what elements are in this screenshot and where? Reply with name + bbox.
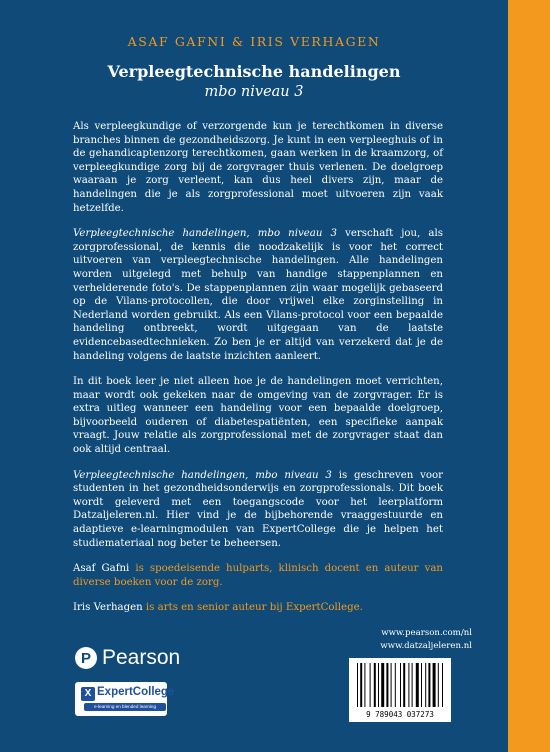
book-title: Verpleegtechnische handelingen [107,62,401,81]
authors-heading: ASAF GAFNI & IRIS VERHAGEN [127,34,381,49]
paragraph-environment: In dit boek leer je niet alleen hoe je de handelingen moet verrichten, maar wordt ook gekeken naar de omgeving van de zorgvrager. Er is extra uitleg wanneer een handeling voor een bepaalde doelgroep, bijvoorbeeld ouderen of diabetespatiënten, een specifieke aanpak vraagt. Jouw relatie als zorgprofessional met de zorgvrager staat dan ook altijd centraal. [73,376,443,456]
pearson-url: www.pearson.com/nl [381,628,472,638]
paragraph-purpose-title: Verpleegtechnische handelingen, mbo niveau 3 [73,228,337,240]
author-bio-gafni [73,562,443,589]
expertcollege-logo [75,682,175,716]
paragraph-purpose-text: verschaft jou, als zorgprofessional, de kennis die noodzakelijk is voor het correct uitvoeren van verpleegtechnische handelingen. Alle handelingen worden uitgelegd met behulp van handige stappenplannen en verhelderende foto's. De stappenplannen zijn waar mogelijk gebaseerd op de Vilans-protocollen, die door vrijwel elke zorginstelling in Nederland worden gebruikt. Als een Vilans-protocol voor een bepaalde handeling ontbreekt, wordt uitgegaan van de laatste evidencebasedtechnieken. Zo ben je er altijd van verzekerd dat je de handeling volgens de laatste inzichten aanleert. [73,228,443,362]
pearson-logo [75,646,180,670]
barcode-bars [357,663,443,707]
expertcollege-tagline: e-learning en blended learning [84,703,166,711]
author-bio-verhagen [73,601,443,615]
paragraph-purpose [73,227,443,363]
pearson-wordmark: Pearson [102,646,181,669]
paragraph-audience-title: Verpleegtechnische handelingen, mbo niveau 3 [73,469,332,481]
paragraph-audience [73,469,443,551]
blurb [73,120,443,627]
isbn-barcode [349,658,451,722]
author-name-gafni: Asaf Gafni [73,563,130,575]
datzaljeleren-url: www.datzaljeleren.nl [380,641,472,651]
isbn-number: 9 789043 037273 [366,710,434,719]
website-links [380,627,472,653]
pearson-p-icon: P [75,647,97,669]
expertcollege-x-icon: X [81,687,95,701]
expertcollege-wordmark: ExpertCollege [97,686,175,698]
author-name-verhagen: Iris Verhagen [73,602,143,614]
orange-spine-band [508,0,550,752]
book-subtitle: mbo niveau 3 [204,84,304,100]
author-desc-verhagen: is arts en senior auteur bij ExpertCollege. [142,602,363,614]
paragraph-intro: Als verpleegkundige of verzorgende kun je terechtkomen in diverse branches binnen de gezondheidszorg. Je kunt in een verpleeghuis of in de gehandicaptenzorg terechtkomen, gaan werken in de kraamzorg, of verpleegkundige zorg bij de zorgvrager thuis verlenen. De doelgroep waaraan je zorg verleent, kan dus heel divers zijn, maar de handelingen die je als zorgprofessional moet uitvoeren zijn vaak hetzelfde. [73,121,443,214]
paragraph-audience-text: is geschreven voor studenten in het gezondheidsonderwijs en zorgprofessionals. Dit boek wordt geleverd met een toegangscode voor het leerplatform Datzaljeleren.nl. Hier vind je de bijbehorende vraaggestuurde en adaptieve e-learningmodulen van ExpertCollege die je helpen het studiemateriaal nog beter te beheersen. [73,469,444,549]
author-desc-gafni: is spoedeisende hulparts, klinisch docent en auteur van diverse boeken voor de zorg. [73,563,443,588]
